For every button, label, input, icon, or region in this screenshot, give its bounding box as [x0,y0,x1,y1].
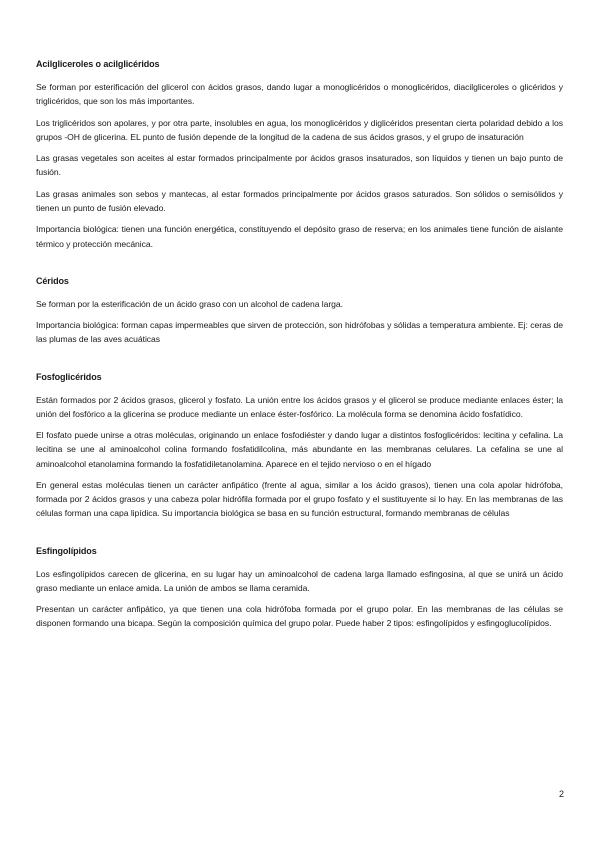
page-number: 2 [558,789,564,799]
paragraph: Importancia biológica: forman capas impermeables que sirven de protección, son hidrófobas y sólidas a temperatura ambiente. Ej: ceras de las plumas de las aves acuáticas [36,320,563,345]
section-title: Acilgliceroles o acilglicéridos [36,59,160,69]
paragraph: El fosfato puede unirse a otras moléculas, originando un enlace fosfodiéster y dando lugar a distintos fosfoglicéridos: lecitina y cefalina. La lecitina se une al aminoalcohol colina formando fosfatidilcolina, más abundante en las membranas celulares. La cefalina se une al aminoalcohol etanolamina formando la fosfatidiletanolamina. Aparece en el tejido nervioso o en el hígado [36,430,563,469]
paragraph: Importancia biológica: tienen una función energética, constituyendo el depósito graso de reserva; en los animales tiene función de aislante térmico y protección mecánica. [36,224,563,249]
section-acilgliceroles [36,58,563,251]
section-title: Esfingolípidos [36,545,97,556]
paragraph: Los esfingolípidos carecen de glicerina, en su lugar hay un aminoalcohol de cadena larga llamado esfingosina, al que se unirá un ácido graso mediante un enlace amida. La unión de ambos se llama ceramida. [36,568,563,593]
paragraph: Las grasas vegetales son aceites al estar formados principalmente por ácidos grasos insaturados, son líquidos y tienen un bajo punto de fusión. [36,153,563,178]
paragraph: Las grasas animales son sebos y mantecas, al estar formados principalmente por ácidos grasos saturados. Son sólidos o semisólidos y tienen un punto de fusión elevado. [36,188,563,213]
section-fosfogliceridos [36,371,563,521]
paragraph: Los triglicéridos son apolares, y por otra parte, insolubles en agua, los monoglicéridos y diglicéridos presentan cierta polaridad debido a los grupos -OH de glicerina. EL punto de fusión depende de la longitud de la cadena de sus ácidos grasos, y el grupo de insaturación [36,117,563,142]
section-title: Fosfoglicéridos [36,371,102,382]
section-ceridos [36,275,563,347]
paragraph: Presentan un carácter anfipático, ya que tienen una cola hidrófoba formada por el grupo polar. En las membranas de las células se disponen formando una bicapa. Según la composición química del grupo polar. Puede haber 2 tipos: esfingolípidos y esfingoglucolípidos. [36,604,563,629]
section-esfingolipidos [36,545,563,631]
paragraph: Se forman por la esterificación de un ácido graso con un alcohol de cadena larga. [36,298,343,309]
section-title: Céridos [36,275,69,286]
page-content [36,58,563,655]
paragraph: Se forman por esterificación del glicerol con ácidos grasos, dando lugar a monoglicéridos o monoglicéridos, diacilgliceroles o glicéridos y triglicéridos, que son los más importantes. [36,82,563,107]
paragraph: Están formados por 2 ácidos grasos, glicerol y fosfato. La unión entre los ácidos grasos y el glicerol se produce mediante enlaces éster; la unión del fosfórico a la glicerina se produce mediante un enlace éster-fosfórico. La molécula forma se denomina ácido fosfatídico. [36,394,563,419]
paragraph: En general estas moléculas tienen un carácter anfipático (frente al agua, similar a los ácido grasos), tienen una cola apolar hidrófoba, formada por 2 ácidos grasos y una cabeza polar hidrófila formada por el grupo fosfato y el sustituyente si lo hay. En las membranas de las células forman una capa lipídica. Su importancia biológica se basa en su función estructural, formando membranas de células [36,479,563,519]
